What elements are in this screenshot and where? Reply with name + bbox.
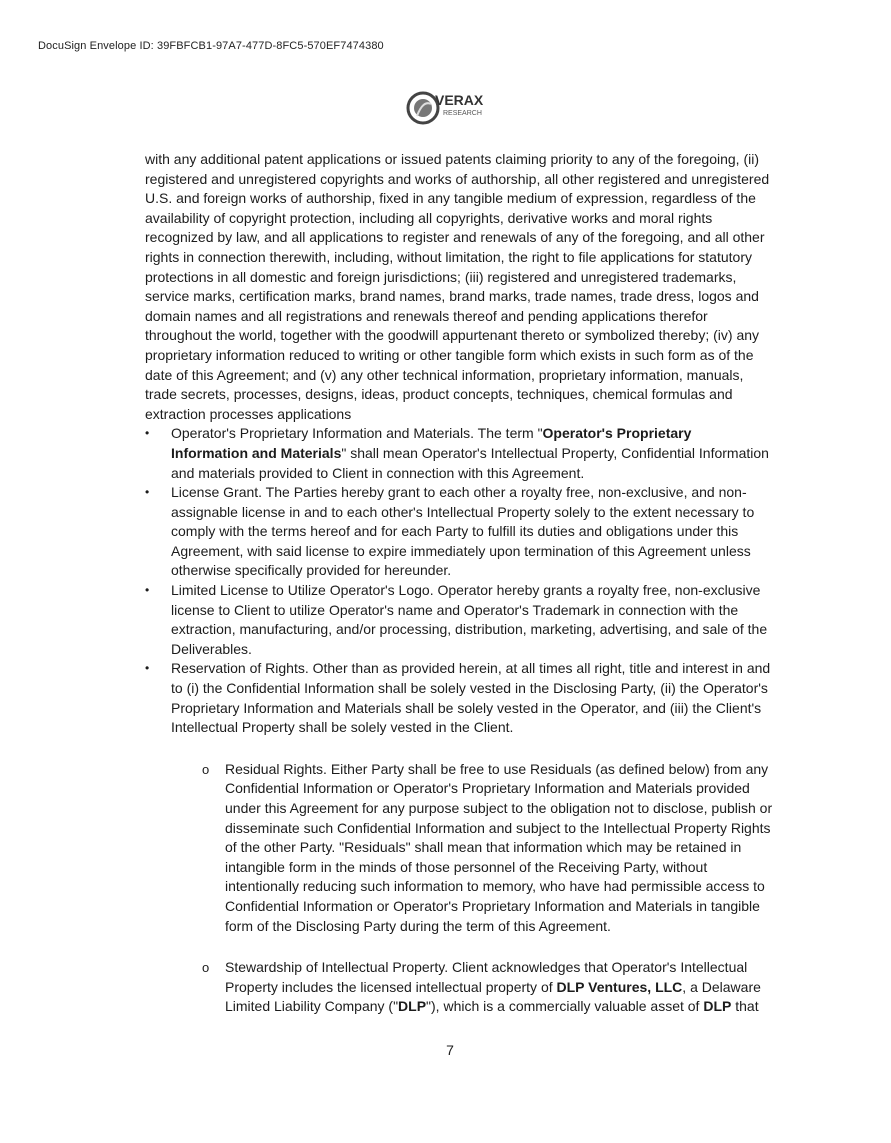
sub-bullet-text: Residual Rights. Either Party shall be free to use Residuals (as defined below) from any Confidential Information or Operator's Proprietary Information and Materials provided under this Agreement for any purpose subject to the obligation not to disclose, publish or disseminate such Confidential Information and subject to the Intellectual Property Rights of the other Party. "Residuals" shall mean that information which may be retained in intangible form in the minds of those personnel of the Receiving Party, without intentionally reducing such information to memory, who have had permissible access to Confidential Information or Operator's Proprietary Information and Materials in tangible form of the Disclosing Party during the term of this Agreement. bbox=[225, 760, 773, 934]
sub-bullet-text: Stewardship of Intellectual Property. Client acknowledges that Operator's Intellectual Property includes the licensed intellectual property of bbox=[225, 959, 748, 995]
sub-bullet-text: "), which is a commercially valuable asset of bbox=[426, 998, 704, 1015]
subbullet-stewardship bbox=[145, 958, 775, 1017]
document-body bbox=[145, 150, 785, 1017]
bullet-marker: • bbox=[145, 485, 150, 500]
sub-bullet-text: , a Delaware Limited Liability Company (" bbox=[225, 978, 761, 1015]
bullet-marker: • bbox=[145, 583, 150, 598]
sub-bullet-marker: o bbox=[202, 960, 210, 976]
bullet-text: Reservation of Rights. Other than as provided herein, at all times all right, title and interest in and to (i) the Confidential Information shall be solely vested in the Disclosing Party, (ii) the Operator's Proprietary Information and Materials shall be solely vested in the Operator, and (iii) the Client's Intellectual Property shall be solely vested in the Client. bbox=[171, 660, 771, 736]
bullet-proprietary-information bbox=[145, 424, 771, 483]
logo-name: VERAX bbox=[435, 92, 484, 108]
intro-paragraph: with any additional patent applications or issued patents claiming priority to any of the foregoing, (ii) registered and unregistered copyrights and works of authorship, all other registered and unregistered U.S. and foreign works of authorship, fixed in any tangible medium of expression, regardless of the availability of copyright protection, including all copyrights, derivative works and moral rights recognized by law, and all applications to register and renewals of any of the foregoing, and all other rights in connection therewith, including, without limitation, the right to file applications for statutory protections in all domestic and foreign jurisdictions; (iii) registered and unregistered trademarks, service marks, certification marks, brand names, brand marks, trade names, trade dress, logos and domain names and all registrations and renewals thereof and pending applications therefor throughout the world, together with the goodwill appurtenant thereto or symbolized thereby; (iv) any proprietary information reduced to writing or other tangible form which exists in such form as of the date of this Agreement; and (v) any other technical information, proprietary information, manuals, trade secrets, processes, designs, ideas, product concepts, techniques, chemical formulas and extraction processes applications bbox=[145, 151, 770, 422]
bullet-marker: • bbox=[145, 426, 150, 441]
docusign-envelope-id: DocuSign Envelope ID: 39FBFCB1-97A7-477D-8FC5-570EF7474380 bbox=[38, 40, 384, 52]
logo-tagline: RESEARCH bbox=[443, 110, 482, 117]
bullet-text: Limited License to Utilize Operator's Logo. Operator hereby grants a royalty free, non-exclusive license to Client to utilize Operator's name and Operator's Trademark in connection with the extraction, manufacturing, and/or processing, distribution, marketing, advertising, and sale of the Deliverables. bbox=[171, 582, 768, 657]
bullet-marker: • bbox=[145, 661, 150, 676]
bullet-reservation-of-rights bbox=[145, 659, 771, 737]
bullet-limited-license bbox=[145, 581, 771, 659]
dlp-abbrev: DLP bbox=[398, 998, 427, 1015]
bullet-text: License Grant. The Parties hereby grant to each other a royalty free, non-exclusive, and non-assignable license in and to each other's Intellectual Property solely to the extent necessary to comply with the terms hereof and for each Party to fulfill its duties and obligations under this Agreement, with said license to expire immediately upon termination of this Agreement unless otherwise specifically provided for hereunder. bbox=[171, 484, 755, 579]
defined-term: Operator's Proprietary Information and Materials bbox=[171, 425, 692, 461]
bullet-text: Operator's Proprietary Information and Materials. The term " bbox=[171, 425, 543, 442]
bullet-text: " shall mean Operator's Intellectual Property, Confidential Information and materials provided to Client in connection with this Agreement. bbox=[171, 444, 769, 481]
bullet-license-grant bbox=[145, 483, 771, 581]
dlp-abbrev: DLP bbox=[703, 998, 732, 1015]
sub-bullet-marker: o bbox=[202, 761, 210, 777]
verax-research-logo bbox=[405, 86, 495, 130]
subbullet-residual-rights bbox=[145, 760, 775, 936]
sub-bullet-text: that bbox=[731, 998, 759, 1015]
dlp-full-name: DLP Ventures, LLC bbox=[556, 978, 683, 995]
page-number: 7 bbox=[446, 1042, 454, 1058]
